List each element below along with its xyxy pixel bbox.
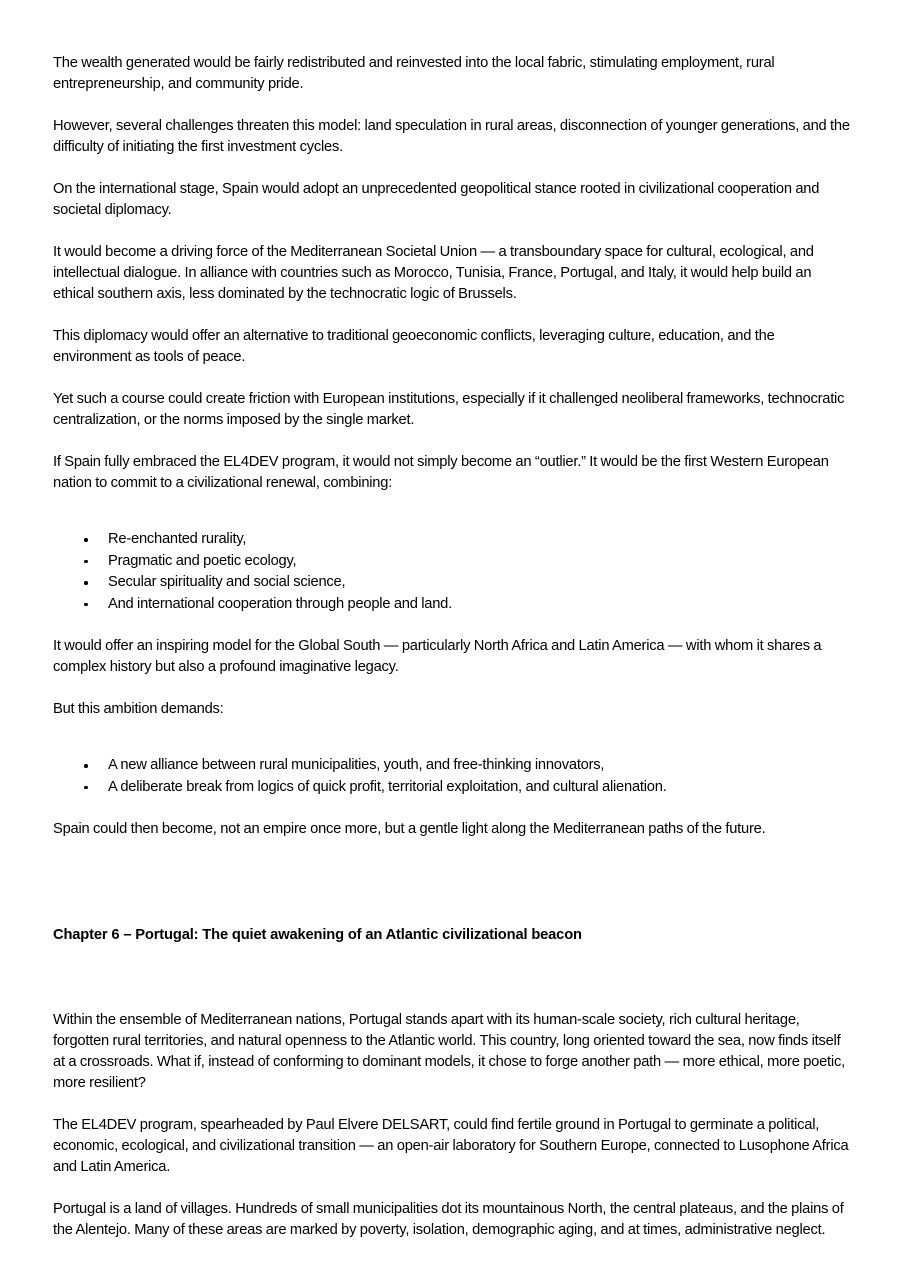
heading-bottom-spacer (53, 946, 852, 1010)
paragraph-global-south-model: It would offer an inspiring model for the Global South — particularly North Africa and Latin America — with whom it shares a complex history but also a profound imaginative legacy. (53, 638, 822, 675)
bullet-dot-icon (84, 786, 88, 790)
list-item-label: Pragmatic and poetic ecology, (108, 552, 297, 569)
bullet-dot-icon (84, 560, 88, 564)
bullet-dot-icon (84, 603, 88, 607)
list-item (53, 755, 852, 777)
list-two-spacer (53, 741, 852, 755)
paragraph-land-of-villages: Portugal is a land of villages. Hundreds of small municipalities dot its mountainous North, the central plateaus, and the plains of the Alentejo. Many of these areas are marked by poverty, isolation, demographic aging, and at times, administrative neglect. (53, 1201, 844, 1238)
heading-top-spacer (53, 861, 852, 925)
list-item (53, 777, 852, 799)
bullet-dot-icon (84, 538, 88, 542)
chapter-heading: Chapter 6 – Portugal: The quiet awakening of an Atlantic civilizational beacon (53, 927, 582, 943)
list-item (53, 551, 852, 573)
paragraph-friction-european-institutions: Yet such a course could create friction with European institutions, especially if it challenged neoliberal frameworks, technocratic centralization, or the norms imposed by the single market. (53, 391, 845, 428)
paragraph-el4dev-outlier: If Spain fully embraced the EL4DEV program, it would not simply become an “outlier.” It would be the first Western European nation to commit to a civilizational renewal, combining: (53, 454, 829, 491)
list-item-label: A new alliance between rural municipalities, youth, and free-thinking innovators, (108, 757, 605, 773)
paragraph-challenges-threaten: However, several challenges threaten this model: land speculation in rural areas, disconnection of younger generations, and the difficulty of initiating the first investment cycles. (53, 118, 850, 155)
list-item-label: Re-enchanted rurality, (108, 531, 247, 547)
bullet-list-ambition-demands (53, 755, 852, 798)
paragraph-ambition-demands: But this ambition demands: (53, 701, 224, 717)
list-item (53, 529, 852, 551)
paragraph-international-stage: On the international stage, Spain would adopt an unprecedented geopolitical stance rooted in civilizational cooperation and societal diplomacy. (53, 181, 820, 218)
paragraph-mediterranean-societal-union: It would become a driving force of the Mediterranean Societal Union — a transboundary space for cultural, ecological, and intellectual dialogue. In alliance with countries such as Morocco, Tunisia, France, Portugal, and Italy, it would help build an ethical southern axis, less dominated by the technocratic logic of Brussels. (53, 244, 814, 302)
paragraph-gentle-light: Spain could then become, not an empire once more, but a gentle light along the Mediterranean paths of the future. (53, 821, 766, 837)
list-item (53, 594, 852, 616)
document-body (53, 53, 852, 1241)
bullet-dot-icon (84, 764, 88, 768)
bullet-list-civilizational-renewal (53, 529, 852, 615)
list-item (53, 572, 852, 594)
list-item-label: And international cooperation through people and land. (108, 595, 452, 612)
paragraph-el4dev-portugal: The EL4DEV program, spearheaded by Paul Elvere DELSART, could find fertile ground in Portugal to germinate a political, economic, ecological, and civilizational transition — an open-air laboratory for Southern Europe, connected to Lusophone Africa and Latin America. (53, 1117, 849, 1175)
paragraph-wealth-generated: The wealth generated would be fairly redistributed and reinvested into the local fabric, stimulating employment, rural entrepreneurship, and community pride. (53, 55, 775, 92)
list-item-label: A deliberate break from logics of quick profit, territorial exploitation, and cultural alienation. (108, 778, 667, 795)
list-item-label: Secular spirituality and social science, (108, 574, 346, 590)
bullet-dot-icon (84, 581, 88, 585)
paragraph-portugal-stands-apart: Within the ensemble of Mediterranean nations, Portugal stands apart with its human-scale society, rich cultural heritage, forgotten rural territories, and natural openness to the Atlantic world. This country, long oriented toward the sea, now finds itself at a crossroads. What if, instead of conforming to dominant models, it chose to forge another path — more ethical, more poetic, more resilient? (53, 1012, 845, 1091)
list-one-spacer (53, 515, 852, 529)
paragraph-diplomacy-alternative: This diplomacy would offer an alternative to traditional geoeconomic conflicts, leveraging culture, education, and the environment as tools of peace. (53, 328, 775, 365)
